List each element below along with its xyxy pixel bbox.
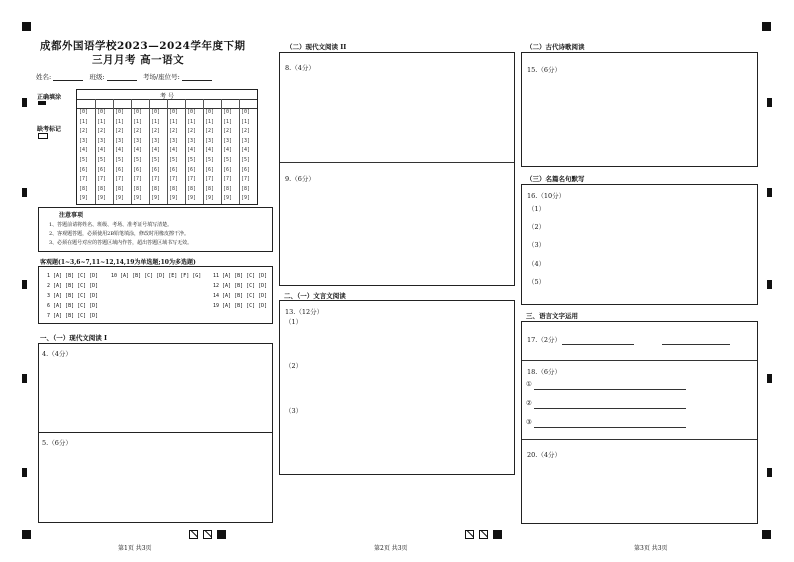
question-label: 20.（4分） <box>527 451 561 459</box>
section-modern-reading-1: 一、（一）现代文阅读 I <box>40 334 108 342</box>
timing-mark <box>22 374 27 383</box>
sub-question: （1） <box>285 318 303 326</box>
id-digit-bubble[interactable]: [5] <box>115 157 125 163</box>
id-column-divider <box>239 99 240 204</box>
note-item: 2、客观题答题，必须使用2B铅笔填涂，修改时用橡皮擦干净。 <box>49 231 190 237</box>
objective-row[interactable]: 11 [A] [B] [C] [D] <box>213 273 268 279</box>
notes-title: 注意事项 <box>59 212 84 219</box>
timing-mark <box>22 98 27 107</box>
timing-mark <box>767 468 772 477</box>
id-digit-bubble[interactable]: [5] <box>97 157 107 163</box>
id-digit-bubble[interactable]: [3] <box>151 137 161 144</box>
question-label: 8.（4分） <box>285 64 315 72</box>
id-digit-bubble[interactable]: [3] <box>187 137 197 144</box>
id-digit-bubble[interactable]: [0] <box>79 109 89 115</box>
id-digit-bubble[interactable]: [4] <box>223 147 233 154</box>
page-code-mark <box>465 530 474 539</box>
id-digit-bubble[interactable]: [5] <box>151 157 161 163</box>
id-digit-bubble[interactable]: [9] <box>187 195 197 202</box>
id-column-divider <box>149 99 150 204</box>
sub-question: （1） <box>528 205 546 213</box>
registration-mark <box>22 22 31 31</box>
id-column-divider <box>113 99 114 204</box>
id-digit-bubble[interactable]: [7] <box>241 176 251 183</box>
id-digit-bubble[interactable]: [6] <box>97 166 107 173</box>
registration-mark <box>762 22 771 31</box>
id-digit-bubble[interactable]: [6] <box>187 166 197 173</box>
id-digit-bubble[interactable]: [4] <box>205 147 215 154</box>
id-digit-bubble[interactable]: [4] <box>115 147 125 154</box>
language-use-box <box>521 321 758 524</box>
sub-question: （4） <box>528 260 546 268</box>
id-digit-bubble[interactable]: [2] <box>79 128 89 135</box>
section-famous-lines: （三）名篇名句默写 <box>526 175 585 183</box>
modern-reading-2-box <box>279 52 515 286</box>
answer-blank-q18[interactable] <box>534 389 686 390</box>
id-digit-bubble[interactable]: [1] <box>241 118 251 125</box>
id-digit-bubble[interactable]: [2] <box>133 128 143 135</box>
id-digit-bubble[interactable]: [8] <box>187 185 197 192</box>
correct-fill-sample <box>38 101 46 105</box>
objective-row[interactable]: 1 [A] [B] [C] [D] <box>47 273 99 279</box>
id-digit-bubble[interactable]: [5] <box>133 157 143 163</box>
timing-mark <box>22 188 27 197</box>
page-code-mark <box>217 530 226 539</box>
id-digit-bubble[interactable]: [7] <box>223 176 233 183</box>
question-label: 15.（6分） <box>527 66 561 74</box>
id-column-divider <box>131 99 132 204</box>
absent-mark-label: 缺考标记 <box>37 126 62 133</box>
section-classical-reading: 二、（一）文言文阅读 <box>284 292 346 300</box>
id-digit-bubble[interactable]: [2] <box>187 128 197 135</box>
id-digit-bubble[interactable]: [8] <box>133 185 143 192</box>
id-digit-bubble[interactable]: [4] <box>79 147 89 154</box>
sub-question: （2） <box>285 362 303 370</box>
id-digit-bubble[interactable]: [0] <box>169 109 179 115</box>
id-digit-bubble[interactable]: [7] <box>205 176 215 183</box>
question-label: 17.（2分） <box>527 336 561 344</box>
question-label: 18.（6分） <box>527 368 561 376</box>
id-digit-bubble[interactable]: [8] <box>205 185 215 192</box>
sub-question: ② <box>526 399 532 407</box>
id-digit-bubble[interactable]: [4] <box>133 147 143 154</box>
page-code-mark <box>479 530 488 539</box>
page-number: 第3页 共3页 <box>634 545 668 552</box>
id-digit-bubble[interactable]: [2] <box>169 128 179 135</box>
id-digit-bubble[interactable]: [9] <box>205 195 215 202</box>
id-digit-bubble[interactable]: [5] <box>223 157 233 163</box>
id-digit-bubble[interactable]: [0] <box>151 109 161 115</box>
id-digit-bubble[interactable]: [3] <box>115 137 125 144</box>
id-digit-bubble[interactable]: [5] <box>205 157 215 163</box>
id-digit-bubble[interactable]: [7] <box>169 176 179 183</box>
id-digit-bubble[interactable]: [8] <box>223 185 233 192</box>
id-digit-bubble[interactable]: [0] <box>187 109 197 115</box>
id-digit-bubble[interactable]: [6] <box>151 166 161 173</box>
id-digit-bubble[interactable]: [1] <box>97 118 107 125</box>
answer-area-q13[interactable] <box>279 300 515 475</box>
objective-row[interactable]: 2 [A] [B] [C] [D] <box>47 283 99 289</box>
id-column-divider <box>167 99 168 204</box>
objective-row[interactable]: 12 [A] [B] [C] [D] <box>213 283 268 289</box>
id-digit-bubble[interactable]: [9] <box>241 195 251 202</box>
id-digit-bubble[interactable]: [4] <box>97 147 107 154</box>
id-digit-bubble[interactable]: [6] <box>133 166 143 173</box>
id-digit-bubble[interactable]: [3] <box>241 137 251 144</box>
id-digit-bubble[interactable]: [9] <box>79 195 89 202</box>
answer-area-q16[interactable] <box>521 184 758 305</box>
id-digit-bubble[interactable]: [8] <box>241 185 251 192</box>
page-code-mark <box>493 530 502 539</box>
id-digit-bubble[interactable]: [7] <box>97 176 107 183</box>
section-language-use: 三、语言文字运用 <box>526 312 578 320</box>
id-digit-bubble[interactable]: [0] <box>115 109 125 115</box>
registration-mark <box>22 530 31 539</box>
id-digit-bubble[interactable]: [8] <box>97 185 107 192</box>
id-digit-bubble[interactable]: [2] <box>151 128 161 135</box>
objective-answer-box[interactable] <box>38 266 273 324</box>
answer-blank-q18[interactable] <box>534 408 686 409</box>
id-digit-bubble[interactable]: [5] <box>169 157 179 163</box>
timing-mark <box>767 98 772 107</box>
id-digit-bubble[interactable]: [8] <box>115 185 125 192</box>
id-digit-bubble[interactable]: [8] <box>169 185 179 192</box>
id-digit-bubble[interactable]: [7] <box>115 176 125 183</box>
id-digit-bubble[interactable]: [0] <box>133 109 143 115</box>
id-digit-bubble[interactable]: [2] <box>205 128 215 135</box>
notes-box <box>38 207 273 252</box>
id-digit-bubble[interactable]: [4] <box>241 147 251 154</box>
id-digit-bubble[interactable]: [4] <box>151 147 161 154</box>
answer-area-q15[interactable] <box>521 52 758 167</box>
id-digit-bubble[interactable]: [2] <box>115 128 125 135</box>
question-label: 9.（6分） <box>285 175 315 183</box>
note-item: 1、答题前请将姓名、班级、考场、准考证号填写清楚。 <box>49 222 173 228</box>
answer-blank-q18[interactable] <box>534 427 686 428</box>
id-digit-bubble[interactable]: [9] <box>151 195 161 202</box>
id-digit-bubble[interactable]: [9] <box>223 195 233 202</box>
question-label: 13.（12分） <box>285 308 324 316</box>
id-digit-bubble[interactable]: [5] <box>187 157 197 163</box>
timing-mark <box>767 188 772 197</box>
id-digit-bubble[interactable]: [2] <box>97 128 107 135</box>
id-digit-bubble[interactable]: [7] <box>187 176 197 183</box>
timing-mark <box>767 280 772 289</box>
id-digit-bubble[interactable]: [1] <box>205 118 215 125</box>
question-label: 5.（6分） <box>42 439 72 447</box>
sub-question: （3） <box>285 407 303 415</box>
section-modern-reading-2: （二）现代文阅读 II <box>286 43 347 51</box>
id-digit-bubble[interactable]: [9] <box>97 195 107 202</box>
id-digit-bubble[interactable]: [0] <box>205 109 215 115</box>
sub-question: （5） <box>528 278 546 286</box>
answer-blank-q17[interactable] <box>562 344 634 345</box>
id-digit-bubble[interactable]: [4] <box>187 147 197 154</box>
timing-mark <box>22 280 27 289</box>
section-poetry-reading: （二）古代诗歌阅读 <box>526 43 585 51</box>
name-label: 姓名: <box>36 73 52 81</box>
id-digit-bubble[interactable]: [0] <box>223 109 233 115</box>
id-digit-bubble[interactable]: [9] <box>133 195 143 202</box>
note-item: 3、必须在题号对应的答题区域内作答，超出答题区域书写无效。 <box>49 240 193 246</box>
exam-id-grid[interactable] <box>76 89 258 205</box>
exam-id-title: 考 号 <box>160 93 174 100</box>
id-digit-bubble[interactable]: [7] <box>151 176 161 183</box>
objective-row[interactable]: 3 [A] [B] [C] [D] <box>47 293 99 299</box>
id-digit-bubble[interactable]: [2] <box>241 128 251 135</box>
sub-question: ③ <box>526 418 532 426</box>
class-label: 班级: <box>89 73 105 81</box>
sub-question: （2） <box>528 223 546 231</box>
page-number: 第2页 共3页 <box>374 545 408 552</box>
timing-mark <box>22 468 27 477</box>
id-digit-bubble[interactable]: [6] <box>241 166 251 173</box>
question-label: 16.（10分） <box>527 192 566 200</box>
id-digit-bubble[interactable]: [7] <box>79 176 89 183</box>
student-info-row <box>36 72 212 81</box>
id-digit-bubble[interactable]: [3] <box>97 137 107 144</box>
id-column-divider <box>221 99 222 204</box>
page-number: 第1页 共3页 <box>118 545 152 552</box>
id-digit-bubble[interactable]: [6] <box>79 166 89 173</box>
id-column-divider <box>95 99 96 204</box>
id-digit-bubble[interactable]: [3] <box>133 137 143 144</box>
id-digit-bubble[interactable]: [7] <box>133 176 143 183</box>
id-digit-bubble[interactable]: [0] <box>97 109 107 115</box>
id-digit-bubble[interactable]: [3] <box>205 137 215 144</box>
id-digit-bubble[interactable]: [8] <box>151 185 161 192</box>
objective-row[interactable]: 7 [A] [B] [C] [D] <box>47 313 99 319</box>
id-digit-bubble[interactable]: [1] <box>223 118 233 125</box>
name-field[interactable] <box>53 73 83 81</box>
absent-mark-box[interactable] <box>38 133 48 139</box>
id-digit-bubble[interactable]: [1] <box>151 118 161 125</box>
id-digit-bubble[interactable]: [6] <box>115 166 125 173</box>
id-digit-bubble[interactable]: [3] <box>223 137 233 144</box>
id-digit-bubble[interactable]: [1] <box>169 118 179 125</box>
id-digit-bubble[interactable]: [6] <box>169 166 179 173</box>
answer-area-q4[interactable] <box>38 343 273 433</box>
id-digit-bubble[interactable]: [1] <box>133 118 143 125</box>
exam-title: 三月月考 高一语文 <box>92 54 185 66</box>
question-label: 4.（4分） <box>42 350 72 358</box>
id-digit-bubble[interactable]: [9] <box>115 195 125 202</box>
class-field[interactable] <box>107 73 137 81</box>
correct-fill-label: 正确填涂 <box>37 94 62 101</box>
answer-blank-q17[interactable] <box>662 344 730 345</box>
id-digit-bubble[interactable]: [0] <box>241 109 251 115</box>
id-digit-bubble[interactable]: [6] <box>205 166 215 173</box>
id-digit-bubble[interactable]: [8] <box>79 185 89 192</box>
id-column-divider <box>203 99 204 204</box>
room-seat-field[interactable] <box>182 73 212 81</box>
id-digit-bubble[interactable]: [1] <box>115 118 125 125</box>
id-digit-bubble[interactable]: [1] <box>79 118 89 125</box>
sub-question: ① <box>526 380 532 388</box>
objective-row[interactable]: 10 [A] [B] [C] [D] [E] [F] [G] <box>111 273 202 279</box>
id-digit-bubble[interactable]: [2] <box>223 128 233 135</box>
school-title: 成都外国语学校2023—2024学年度下期 <box>40 40 246 52</box>
id-digit-bubble[interactable]: [9] <box>169 195 179 202</box>
sub-question: （3） <box>528 241 546 249</box>
id-digit-bubble[interactable]: [3] <box>169 137 179 144</box>
page-code-mark <box>203 530 212 539</box>
objective-row[interactable]: 6 [A] [B] [C] [D] <box>47 303 99 309</box>
id-digit-bubble[interactable]: [5] <box>241 157 251 163</box>
objective-row[interactable]: 19 [A] [B] [C] [D] <box>213 303 268 309</box>
id-digit-bubble[interactable]: [1] <box>187 118 197 125</box>
objective-row[interactable]: 14 [A] [B] [C] [D] <box>213 293 268 299</box>
id-digit-bubble[interactable]: [6] <box>223 166 233 173</box>
id-column-divider <box>185 99 186 204</box>
id-digit-bubble[interactable]: [4] <box>169 147 179 154</box>
timing-mark <box>767 374 772 383</box>
room-label: 考场/座位号: <box>142 73 180 81</box>
page-code-mark <box>189 530 198 539</box>
id-digit-bubble[interactable]: [3] <box>79 137 89 144</box>
answer-area-q5[interactable] <box>38 432 273 523</box>
registration-mark <box>762 530 771 539</box>
id-digit-bubble[interactable]: [5] <box>79 157 89 163</box>
objective-title: 客观题(1~3,6~7,11~12,14,19为单选题;10为多选题) <box>40 259 196 266</box>
